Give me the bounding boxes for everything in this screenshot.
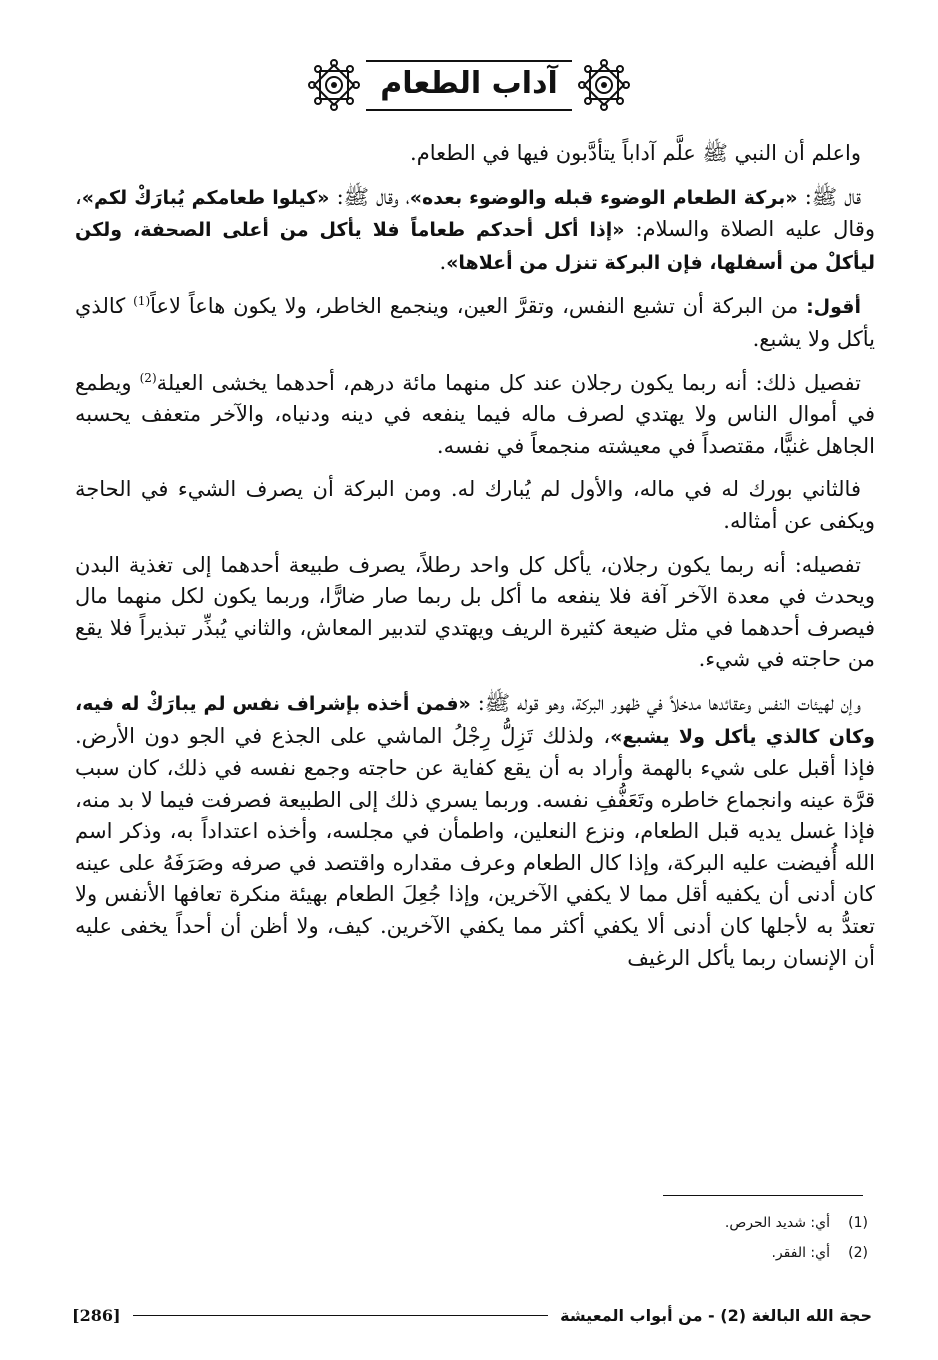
footnote-text: أي: شديد الحرص. <box>724 1215 830 1231</box>
text-run: كالذي يأكل ولا يشبع. <box>75 294 875 351</box>
body-text <box>75 138 875 986</box>
footnote-ref: (2) <box>139 370 157 385</box>
paragraph-2 <box>75 182 875 280</box>
page-title: آداب الطعام <box>366 60 572 111</box>
text-run: ، وقال عليه الصلاة والسلام: <box>75 184 875 242</box>
footnote-ref: (1) <box>133 294 151 309</box>
text-run: وإن لهيئات النفس وعقائدها مدخلاً في ظهور البركة، وهو قوله ﷺ: <box>470 690 862 715</box>
footer-rule <box>133 1315 549 1316</box>
eight-point-star-ornament-icon <box>308 59 360 111</box>
title-box <box>308 59 630 111</box>
paragraph-4 <box>75 368 875 463</box>
hadith-quote: «بركة الطعام الوضوء قبله والوضوء بعده» <box>409 186 798 209</box>
paragraph-1 <box>75 138 875 170</box>
paragraph-6 <box>75 550 875 676</box>
paragraph-7 <box>75 688 875 974</box>
hadith-quote: «فمن أخذه بإشراف نفس لم يبارَكْ له فيه، وكان كالذي يأكل ولا يشبع» <box>75 692 875 748</box>
text-run: فالثاني بورك له في ماله، والأول لم يُبارك له. ومن البركة أن يصرف الشيء في الحاجة ويكفى عن أمثاله. <box>75 477 875 533</box>
text-run: من البركة أن تشبع النفس، وتقرَّ العين، وينجمع الخاطر، ولا يكون هاعاً لاعاً <box>150 294 807 319</box>
paragraph-3 <box>75 291 875 355</box>
text-run: واعلم أن النبي ﷺ علَّم آداباً يتأدَّبون فيها في الطعام. <box>410 141 861 165</box>
text-run: قال ﷺ: <box>797 184 861 209</box>
footnote-item <box>368 1208 868 1238</box>
text-run: تفصيله: أنه ربما يكون رجلان، يأكل كل واحد رطلاً، يصرف طبيعة أحدهما إلى تغذية البدن ويحدث في معدة الآخر آفة فلا ينفعه ما أكل بل ربما صار ضارًّا، وربما يكون لكل منهما مال فيصرف أحدهما في مثل ضيعة كثيرة الريف ويهتدي لتدبير المعاش، والثاني يُبذِّر تبذيراً فلا يقع من حاجته في شيء. <box>75 552 875 672</box>
footnote-number: (2) <box>848 1245 868 1261</box>
running-footer <box>72 1300 872 1330</box>
footnote-divider <box>663 1195 863 1196</box>
text-run: . <box>439 249 447 274</box>
footnote-number: (1) <box>848 1215 868 1231</box>
text-run: ، ولذلك تَزِلُّ رِجْلُ الماشي على الجذع في الجو دون الأرض. فإذا أقبل على شيء بالهمة وأراد به أن يقع كفاية عن حاجته وجمع نفسه في ذلك، كان سبب قرَّة عينه وانجماع خاطره وتَعَفُّفِ نفسه. وربما يسري ذلك إلى الطبيعة فصرفت فيما لا بد منه، فإذا غسل يديه قبل الطعام، ونزع النعلين، واطمأن في مجلسه، وأخذه اعتداداً به، وذكر اسم الله أُفيضت عليه البركة، وإذا كال الطعام وعرف مقداره واقتصد في صرفه وصَرَفَهُ على عينه كان أدنى أن يكفيه أقل مما لا يكفي الآخرين، وإذا جُعِلَ الطعام بهيئة منكرة تعافها الأنفس ولا تعتدُّ به لأجلها كان أدنى ألا يكفي أكثر مما يكفي الآخرين. كيف، ولا أظن أن أحداً يخفى عليه أن الإنسان ربما يأكل الرغيف <box>75 723 875 970</box>
footnotes <box>368 1208 868 1268</box>
text-run: تفصيل ذلك: أنه ربما يكون رجلان عند كل منهما مائة درهم، أحدهما يخشى العيلة <box>156 370 861 395</box>
hadith-quote: «كيلوا طعامكم يُبارَكْ لكم» <box>81 186 330 209</box>
text-run: ويطمع في أموال الناس ولا يهتدي لصرف ماله فيما ينفعه في دينه ودنياه، والآخر متعفف يحسبه الجاهل غنيًّا، مقتصداً في معيشته منجمعاً في نفسه. <box>75 370 875 458</box>
footnote-text: أي: الفقر. <box>771 1245 830 1261</box>
title-block <box>0 55 938 115</box>
page-number: [286] <box>72 1305 121 1325</box>
footnote-item <box>368 1238 868 1268</box>
eight-point-star-ornament-icon <box>578 59 630 111</box>
running-title: حجة الله البالغة (2) - من أبواب المعيشة <box>560 1305 872 1325</box>
paragraph-lead: أقول: <box>806 296 862 319</box>
hadith-quote: «إذا أكل أحدكم طعاماً فلا يأكل من أعلى الصحفة، ولكن ليأكلْ من أسفلها، فإن البركة تنزل من أعلاها» <box>75 219 875 274</box>
paragraph-5 <box>75 474 875 537</box>
text-run: ، وقال ﷺ: <box>329 184 410 209</box>
